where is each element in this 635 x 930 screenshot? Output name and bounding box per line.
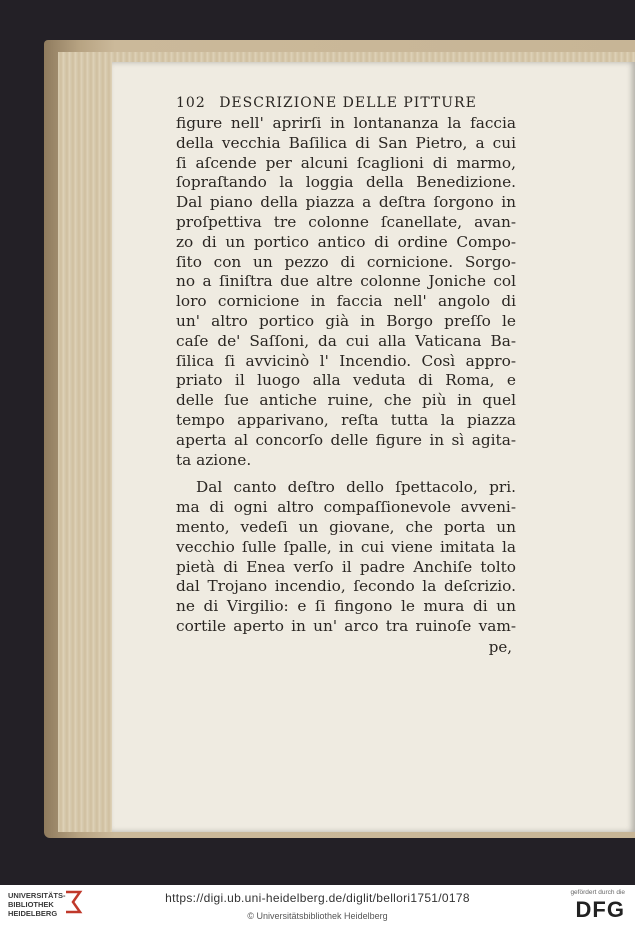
- text-line: ſopraſtando la loggia della Benedizione.: [176, 173, 516, 192]
- text-line: loro cornicione in faccia nell' angolo di: [176, 292, 516, 311]
- text-line: Dal canto deſtro dello ſpettacolo, pri.: [196, 478, 516, 497]
- funding-note: gefördert durch die: [570, 889, 625, 896]
- text-line: zo di un portico antico di ordine Compo-: [176, 232, 516, 251]
- text-line: tempo apparivano, reſta tutta la piazza: [176, 410, 516, 429]
- text-line: cortile aperto in un' arco tra ruinoſe vam-: [176, 616, 516, 635]
- text-line: un' altro portico già in Borgo preſſo le: [176, 311, 516, 330]
- running-header: [176, 92, 516, 114]
- page-text: [176, 92, 516, 657]
- text-line: vecchio ſulle ſpalle, in cui viene imitata la: [176, 537, 516, 556]
- dfg-logo[interactable]: DFG: [575, 897, 625, 922]
- text-line: ma di ogni altro compaſſionevole avveni-: [176, 498, 516, 517]
- paragraph-1: [176, 114, 516, 470]
- text-line: mento, vedeſi un giovane, che porta un: [176, 517, 516, 536]
- catchword: pe,: [488, 637, 512, 656]
- viewer-footer: [0, 885, 635, 930]
- paragraph-2: [176, 478, 516, 636]
- page-number: 102: [176, 95, 206, 111]
- text-line: della vecchia Baſilica di San Pietro, a cui: [176, 133, 516, 152]
- text-line: delle ſue antiche ruine, che più in quel: [176, 391, 516, 410]
- text-line: ta azione.: [176, 450, 252, 469]
- permalink-url[interactable]: https://digi.ub.uni-heidelberg.de/diglit/bellori1751/0178: [165, 891, 470, 905]
- text-line: ne di Virgilio: e ſi fingono le mura di un: [176, 597, 516, 616]
- text-line: dal Trojano incendio, ſecondo la deſcrizio.: [176, 577, 516, 596]
- text-line: proſpettiva tre colonne ſcanellate, avan-: [176, 212, 516, 231]
- running-title: DESCRIZIONE DELLE PITTURE: [219, 95, 477, 111]
- text-line: ſilica ſi avvicinò l' Incendio. Così appro-: [176, 351, 516, 370]
- text-line: aperta al concorſo delle figure in sì agita-: [176, 430, 516, 449]
- text-line: no a ſiniſtra due altre colonne Joniche col: [176, 272, 516, 291]
- copyright-notice: © Universitätsbibliothek Heidelberg: [247, 911, 388, 921]
- text-line: ſito con un pezzo di cornicione. Sorgo-: [176, 252, 516, 271]
- text-line: priato il luogo alla veduta di Roma, e: [176, 371, 516, 390]
- text-line: ſi aſcende per alcuni ſcaglioni di marmo,: [176, 153, 516, 172]
- text-line: caſe de' Saſſoni, da cui alla Vaticana Ba-: [176, 331, 516, 350]
- text-line: Dal piano della piazza a deſtra ſorgono in: [176, 193, 516, 212]
- university-library-logo[interactable]: UNIVERSITÄTS- BIBLIOTHEK HEIDELBERG: [8, 891, 66, 918]
- text-line: pietà di Enea verſo il padre Anchiſe tolto: [176, 557, 516, 576]
- text-line: figure nell' aprirſi in lontananza la faccia: [176, 114, 516, 132]
